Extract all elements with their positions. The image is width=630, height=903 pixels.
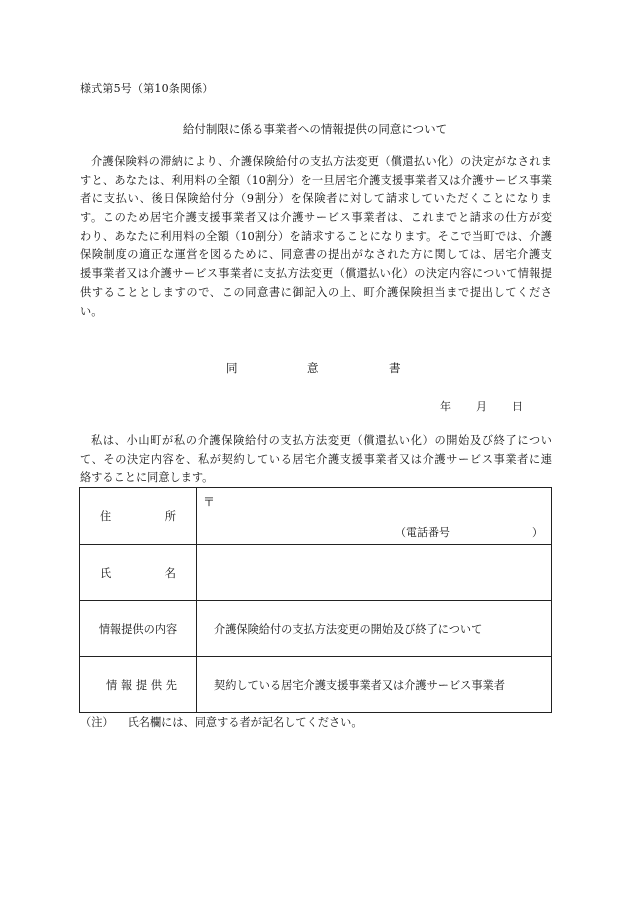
intro-paragraph — [80, 153, 552, 321]
recipient-label: 情 報 提 供 先 — [80, 657, 197, 713]
intro-line: い。 — [80, 304, 103, 318]
statement-line: て、その決定内容を、私が契約している居宅介護支援事業者又は介護サービス事業者に連 — [80, 452, 552, 466]
info-content-row — [80, 601, 552, 657]
consent-heading-char: 意 — [307, 361, 319, 375]
intro-line: 者に支払い、後日保険給付分（9割分）を保険者に対して請求していただくことになりま — [80, 192, 552, 206]
address-label: 住 所 — [80, 488, 197, 545]
note-text: 氏名欄には、同意する者が記名してください。 — [127, 716, 363, 729]
consent-heading-char: 書 — [389, 361, 401, 375]
recipient-row — [80, 657, 552, 713]
intro-line: 介護保険料の滞納により、介護保険給付の支払方法変更（償還払い化）の決定がなされま — [91, 155, 552, 168]
intro-line: わり、あなたに利用料の全額（10割分）を請求することになります。そこで当町では、介護 — [80, 229, 552, 243]
intro-line: 供することとしますので、この同意書に御記入の上、町介護保険担当まで提出してくださ — [80, 285, 552, 299]
intro-line: すと、あなたは、利用料の全額（10割分）を一旦居宅介護支援事業者又は介護サービス事業 — [80, 173, 552, 187]
postal-mark: 〒 — [203, 495, 216, 509]
note-mark: （注） — [80, 716, 114, 729]
name-field[interactable] — [197, 545, 552, 601]
footnote — [80, 714, 363, 730]
intro-line: す。このため居宅介護支援事業者又は介護サービス事業者は、これまでと請求の仕方が変 — [80, 211, 552, 225]
phone-number-close: ） — [532, 526, 543, 539]
info-content-value: 介護保険給付の支払方法変更の開始及び終了について — [197, 601, 552, 657]
address-field[interactable] — [197, 488, 552, 545]
recipient-value: 契約している居宅介護支援事業者又は介護サービス事業者 — [197, 657, 552, 713]
document-title: 給付制限に係る事業者への情報提供の同意について — [182, 122, 448, 136]
info-content-label: 情報提供の内容 — [80, 601, 197, 657]
consent-form-table — [79, 487, 552, 713]
intro-line: 保険制度の適正な運営を図るために、同意書の提出がなされた方に関しては、居宅介護支 — [80, 248, 552, 262]
name-row — [80, 545, 552, 601]
consent-statement — [80, 432, 552, 488]
name-label: 氏 名 — [80, 545, 197, 601]
date-month-label[interactable]: 月 — [476, 400, 487, 413]
date-year-label[interactable]: 年 — [440, 400, 451, 413]
phone-number-label: （電話番号 — [395, 526, 450, 539]
statement-line: 絡することに同意します。 — [80, 471, 214, 485]
consent-heading-char: 同 — [226, 361, 238, 375]
address-row — [80, 488, 552, 545]
statement-line: 私は、小山町が私の介護保険給付の支払方法変更（償還払い化）の開始及び終了につい — [91, 434, 552, 447]
form-number: 様式第5号（第10条関係） — [80, 82, 214, 95]
date-day-label[interactable]: 日 — [512, 400, 523, 413]
intro-line: 援事業者又は介護サービス事業者に支払方法変更（償還払い化）の決定内容について情報提 — [80, 267, 552, 281]
